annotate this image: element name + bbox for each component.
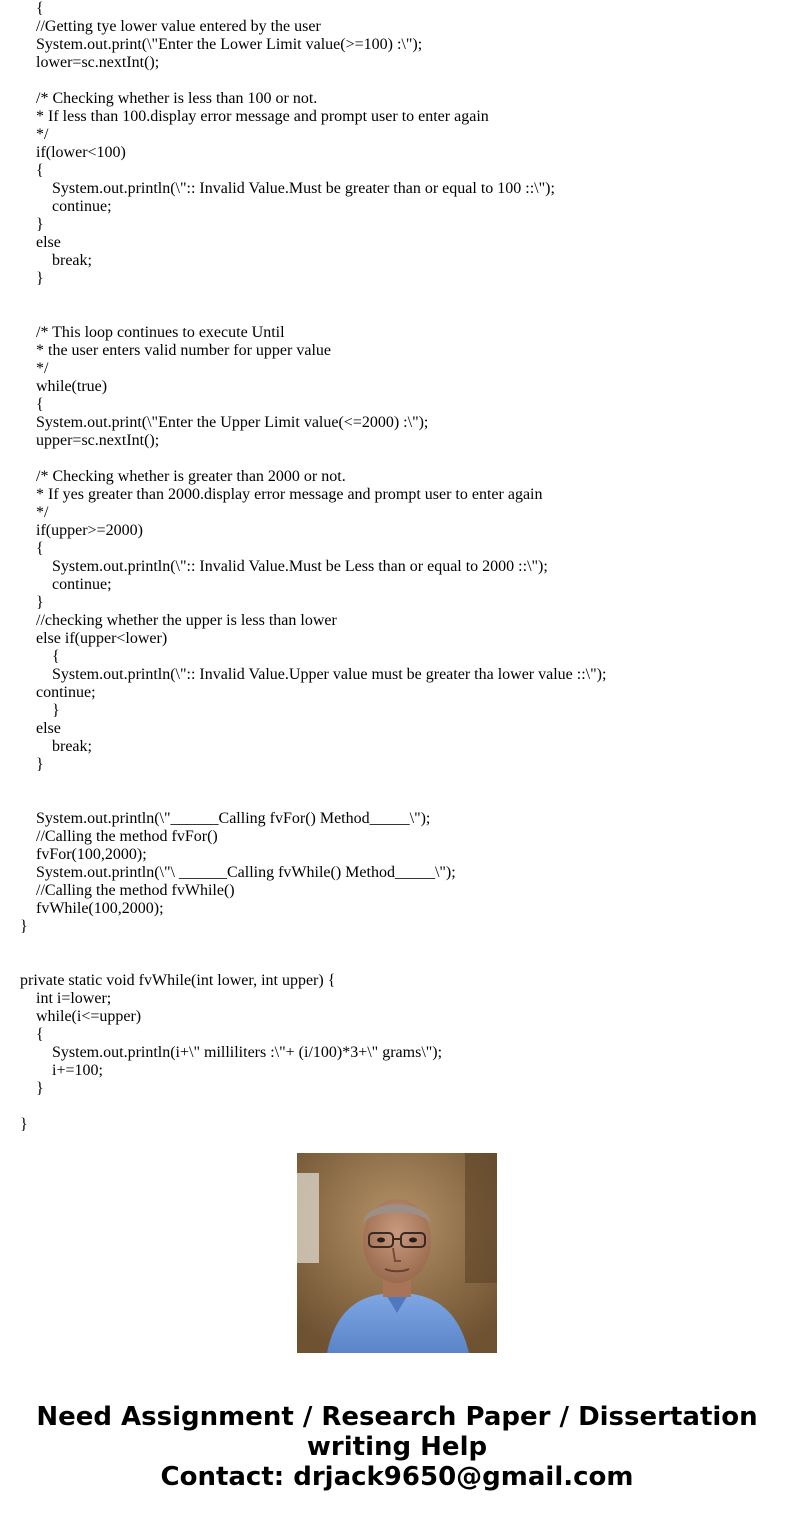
- code-line: break;: [20, 252, 92, 269]
- code-line: break;: [20, 738, 92, 755]
- code-line: //Calling the method fvWhile(): [20, 882, 235, 899]
- code-line: [20, 954, 606, 972]
- code-line: i+=100;: [20, 1062, 103, 1079]
- code-line: /* Checking whether is less than 100 or not.: [20, 90, 318, 107]
- code-line: [20, 1098, 606, 1116]
- banner-contact-email[interactable]: Contact: drjack9650@gmail.com: [160, 1462, 634, 1492]
- code-line: {: [20, 540, 44, 557]
- avatar: [297, 1153, 497, 1353]
- code-line: else: [20, 720, 61, 737]
- code-line: //checking whether the upper is less than lower: [20, 612, 337, 629]
- code-line: }: [20, 1080, 44, 1097]
- code-line: System.out.print(\"Enter the Lower Limit value(>=100) :\");: [20, 36, 423, 53]
- code-line: //Calling the method fvFor(): [20, 828, 218, 845]
- code-line: //Getting tye lower value entered by the user: [20, 18, 321, 35]
- code-line: System.out.print(\"Enter the Upper Limit value(<=2000) :\");: [20, 414, 429, 431]
- code-line: while(i<=upper): [20, 1008, 142, 1025]
- code-line: continue;: [20, 198, 112, 215]
- code-line: [20, 936, 606, 954]
- code-block: [20, 0, 606, 1134]
- code-line: * If yes greater than 2000.display error message and prompt user to enter again: [20, 486, 543, 503]
- code-line: {: [20, 396, 44, 413]
- code-line: {: [20, 0, 44, 17]
- code-line: System.out.println(i+\" milliliters :\"+ (i/100)*3+\" grams\");: [20, 1044, 443, 1061]
- code-line: {: [20, 162, 44, 179]
- code-line: fvWhile(100,2000);: [20, 900, 164, 917]
- code-line: [20, 792, 606, 810]
- code-line: /* This loop continues to execute Until: [20, 324, 285, 341]
- code-line: lower=sc.nextInt();: [20, 54, 160, 71]
- code-line: System.out.println(\":: Invalid Value.Must be greater than or equal to 100 ::\");: [20, 180, 555, 197]
- code-line: }: [20, 594, 44, 611]
- code-line: System.out.println(\"\ ______Calling fvWhile() Method_____\");: [20, 864, 456, 881]
- code-line: private static void fvWhile(int lower, int upper) {: [20, 972, 336, 989]
- code-line: }: [20, 270, 44, 287]
- code-line: {: [20, 1026, 44, 1043]
- presenter-portrait-image: [297, 1153, 497, 1353]
- code-line: else if(upper<lower): [20, 630, 168, 647]
- code-line: [20, 774, 606, 792]
- code-line: fvFor(100,2000);: [20, 846, 147, 863]
- code-line: }: [20, 1116, 28, 1133]
- code-line: }: [20, 702, 60, 719]
- code-line: }: [20, 918, 28, 935]
- code-line: [20, 288, 606, 306]
- code-line: [20, 450, 606, 468]
- code-line: while(true): [20, 378, 108, 395]
- code-line: System.out.println(\":: Invalid Value.Must be Less than or equal to 2000 ::\");: [20, 558, 548, 575]
- code-line: [20, 72, 606, 90]
- code-line: System.out.println(\"______Calling fvFor() Method_____\");: [20, 810, 431, 827]
- banner-line-1: Need Assignment / Research Paper / Dissertation: [36, 1402, 758, 1432]
- contact-banner: [0, 1402, 794, 1492]
- code-line: */: [20, 126, 49, 143]
- code-line: else: [20, 234, 61, 251]
- code-line: if(lower<100): [20, 144, 126, 161]
- code-line: continue;: [20, 684, 96, 701]
- code-line: [20, 306, 606, 324]
- code-line: /* Checking whether is greater than 2000 or not.: [20, 468, 346, 485]
- code-line: * If less than 100.display error message and prompt user to enter again: [20, 108, 489, 125]
- banner-line-2: writing Help: [306, 1432, 488, 1462]
- code-line: * the user enters valid number for upper value: [20, 342, 332, 359]
- code-line: {: [20, 648, 60, 665]
- code-line: continue;: [20, 576, 112, 593]
- code-line: */: [20, 504, 49, 521]
- code-line: int i=lower;: [20, 990, 112, 1007]
- code-line: upper=sc.nextInt();: [20, 432, 160, 449]
- code-line: if(upper>=2000): [20, 522, 143, 539]
- code-line: System.out.println(\":: Invalid Value.Upper value must be greater tha lower value ::\");: [20, 666, 607, 683]
- code-line: }: [20, 756, 44, 773]
- code-line: */: [20, 360, 49, 377]
- code-line: }: [20, 216, 44, 233]
